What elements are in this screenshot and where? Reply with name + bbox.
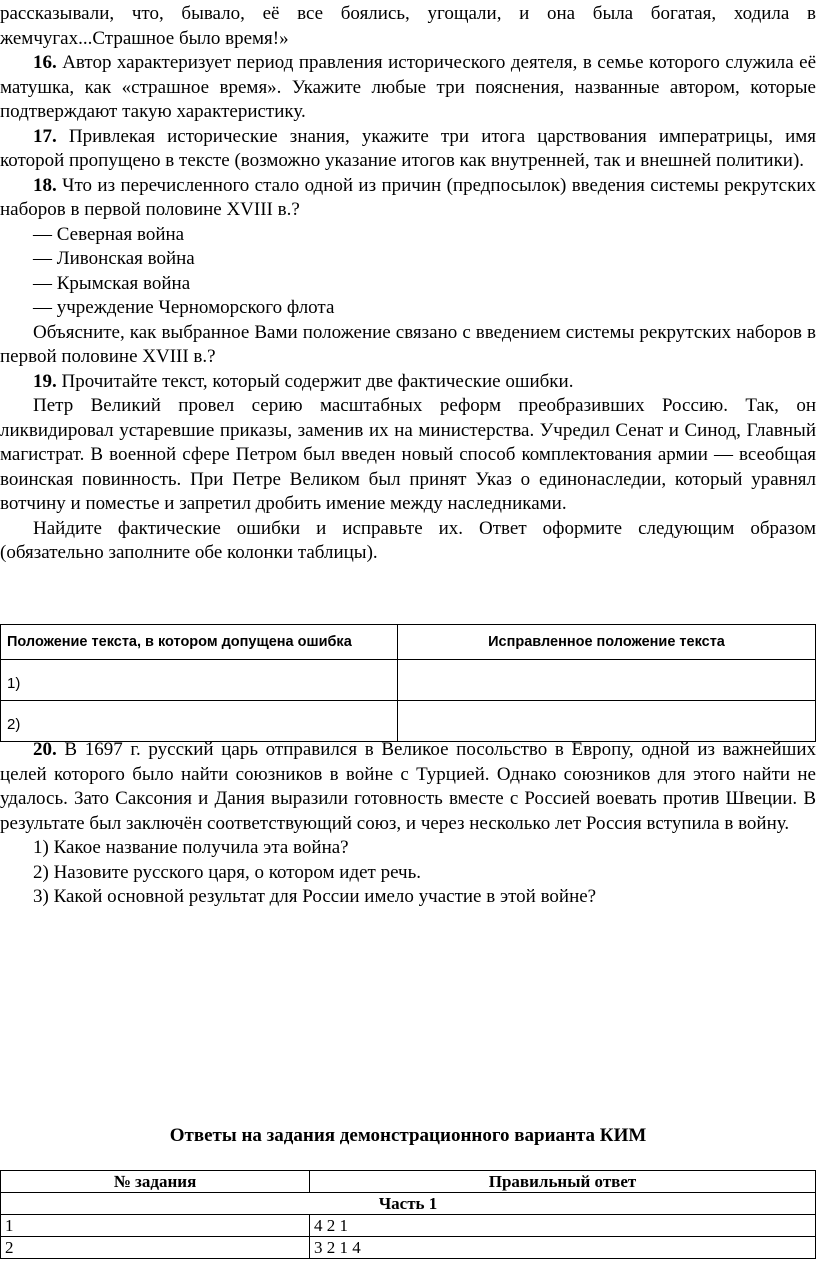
error-correction-table <box>0 624 816 742</box>
task-number-cell: 2 <box>1 1237 310 1259</box>
question-19 <box>0 370 816 395</box>
question-16-text: Автор характеризует период правления исторического деятеля, в семье которого служила её матушка, как «страшное время». Укажите любые три пояснения, названные автором, которые подтверждают такую характеристику. <box>0 52 816 122</box>
part-row <box>1 1193 816 1215</box>
column-header-task: № задания <box>1 1171 310 1193</box>
question-19-text: Прочитайте текст, который содержит две фактические ошибки. <box>56 370 574 392</box>
question-19-instruction: Найдите фактические ошибки и исправьте их. Ответ оформите следующим образом (обязательно заполните обе колонки таблицы). <box>0 517 816 563</box>
answer-cell <box>398 701 816 742</box>
question-20-number: 20. <box>33 739 57 760</box>
question-18-option: — Северная война <box>33 223 185 245</box>
table-header-row <box>1 625 816 660</box>
question-20-text: В 1697 г. русский царь отправился в Великое посольство в Европу, одной из важнейших целей которого было найти союзников в войне с Турцией. Однако союзников для этого найти не удалось. Зато Саксония и Дания выразили готовность вместе с Россией воевать против Швеции. В результате был заключён соответствующий союз, и через несколько лет Россия вступила в войну. <box>0 739 816 834</box>
question-17 <box>0 125 816 174</box>
question-18-option: — Крымская война <box>33 272 191 294</box>
question-17-number: 17. <box>33 125 57 147</box>
row-number-cell: 1) <box>1 660 398 701</box>
row-number-cell: 2) <box>1 701 398 742</box>
answer-cell: 4 2 1 <box>310 1215 816 1237</box>
question-18-number: 18. <box>33 174 57 196</box>
question-20-sub: 1) Какое название получила эта война? <box>33 837 349 858</box>
answer-cell <box>398 660 816 701</box>
intro-paragraph: рассказывали, что, бывало, её все боялись, угощали, и она была богатая, ходила в жемчугах...Страшное было время!» <box>0 3 816 49</box>
answer-cell: 3 2 1 4 <box>310 1237 816 1259</box>
column-header-fix: Исправленное положение текста <box>398 625 816 660</box>
table-row <box>1 1237 816 1259</box>
question-18-explain: Объясните, как выбранное Вами положение связано с введением системы рекрутских наборов в первой половине XVIII в.? <box>0 321 816 367</box>
questions-block-bottom <box>0 738 816 910</box>
question-20-sub: 3) Какой основной результат для России имело участие в этой войне? <box>33 886 597 907</box>
question-18-text: Что из перечисленного стало одной из причин (предпосылок) введения системы рекрутских наборов в первой половине XVIII в.? <box>0 174 816 220</box>
answers-table <box>0 1170 816 1259</box>
question-18 <box>0 174 816 223</box>
questions-block-top <box>0 2 816 566</box>
column-header-answer: Правильный ответ <box>310 1171 816 1193</box>
question-19-number: 19. <box>33 370 57 392</box>
question-20 <box>0 738 816 836</box>
question-20-sub: 2) Назовите русского царя, о котором идет речь. <box>33 861 422 883</box>
table-row <box>1 1215 816 1237</box>
part-label: Часть 1 <box>1 1193 816 1215</box>
task-number-cell: 1 <box>1 1215 310 1237</box>
question-17-text: Привлекая исторические знания, укажите три итога царствования императрицы, имя которой пропущено в тексте (возможно указание итогов как внутренней, так и внешней политики). <box>0 125 816 171</box>
table-row <box>1 660 816 701</box>
question-16 <box>0 51 816 125</box>
question-19-passage: Петр Великий провел серию масштабных реформ преобразивших Россию. Так, он ликвидировал устаревшие приказы, заменив их на министерства. Учредил Сенат и Синод, Главный магистрат. В военной сфере Петром был введен новый способ комплектования армии — всеобщая воинская повинность. При Петре Великом был принят Указ о единонаследии, который уравнял вотчину и поместье и запретил дробить имение между наследниками. <box>0 395 816 514</box>
column-header-error: Положение текста, в котором допущена ошибка <box>1 625 398 660</box>
table-header-row <box>1 1171 816 1193</box>
question-18-option: — учреждение Черноморского флота <box>33 297 335 318</box>
question-18-option: — Ливонская война <box>33 248 195 269</box>
table-row <box>1 701 816 742</box>
answers-title: Ответы на задания демонстрационного варианта КИМ <box>169 1125 647 1146</box>
question-16-number: 16. <box>33 52 57 73</box>
